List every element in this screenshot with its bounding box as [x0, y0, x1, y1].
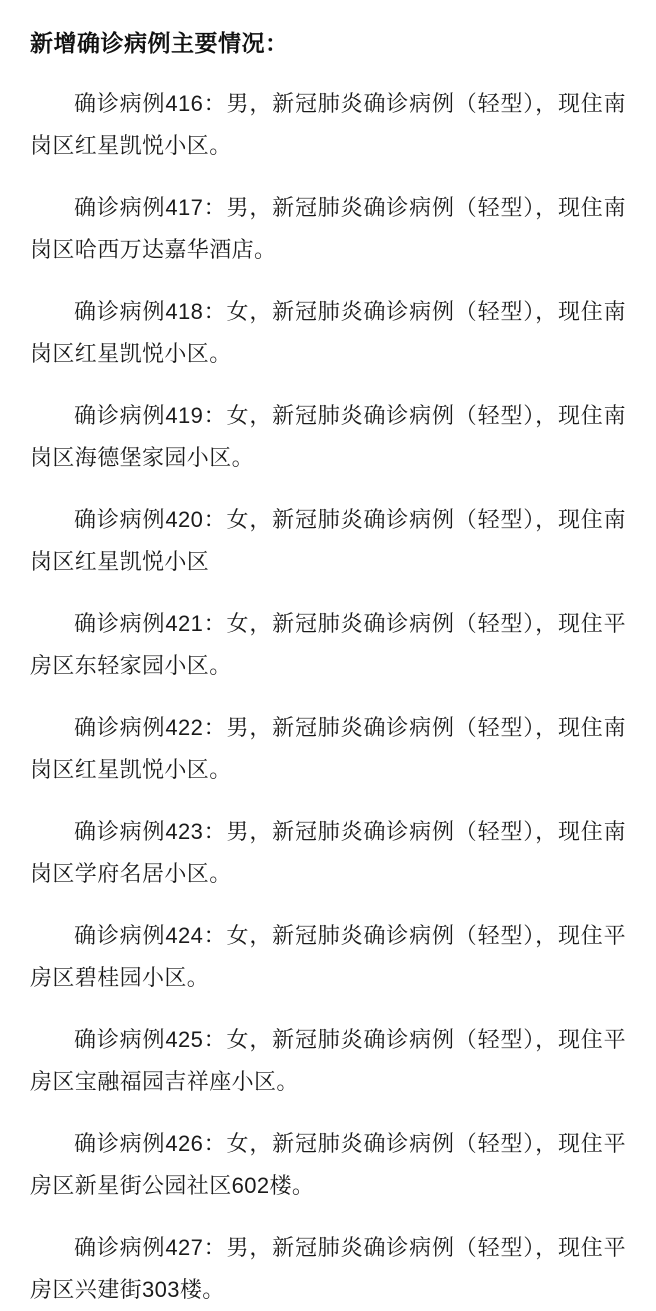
case-paragraph: 确诊病例424：女，新冠肺炎确诊病例（轻型），现住平房区碧桂园小区。	[30, 922, 626, 990]
case-paragraph: 确诊病例416：男，新冠肺炎确诊病例（轻型），现住南岗区红星凯悦小区。	[30, 90, 626, 158]
case-paragraph: 确诊病例425：女，新冠肺炎确诊病例（轻型），现住平房区宝融福园吉祥座小区。	[30, 1026, 626, 1094]
case-paragraph: 确诊病例418：女，新冠肺炎确诊病例（轻型），现住南岗区红星凯悦小区。	[30, 298, 626, 366]
case-paragraph: 确诊病例419：女，新冠肺炎确诊病例（轻型），现住南岗区海德堡家园小区。	[30, 402, 626, 470]
page-title: 新增确诊病例主要情况：	[30, 30, 289, 56]
case-paragraph: 确诊病例422：男，新冠肺炎确诊病例（轻型），现住南岗区红星凯悦小区。	[30, 714, 626, 782]
case-paragraph: 确诊病例426：女，新冠肺炎确诊病例（轻型），现住平房区新星街公园社区602楼。	[30, 1130, 626, 1198]
case-paragraph: 确诊病例427：男，新冠肺炎确诊病例（轻型），现住平房区兴建街303楼。	[30, 1234, 626, 1302]
case-paragraph: 确诊病例423：男，新冠肺炎确诊病例（轻型），现住南岗区学府名居小区。	[30, 818, 626, 886]
case-paragraph: 确诊病例417：男，新冠肺炎确诊病例（轻型），现住南岗区哈西万达嘉华酒店。	[30, 194, 626, 262]
case-paragraph: 确诊病例420：女，新冠肺炎确诊病例（轻型），现住南岗区红星凯悦小区	[30, 506, 626, 574]
case-paragraph: 确诊病例421：女，新冠肺炎确诊病例（轻型），现住平房区东轻家园小区。	[30, 610, 626, 678]
